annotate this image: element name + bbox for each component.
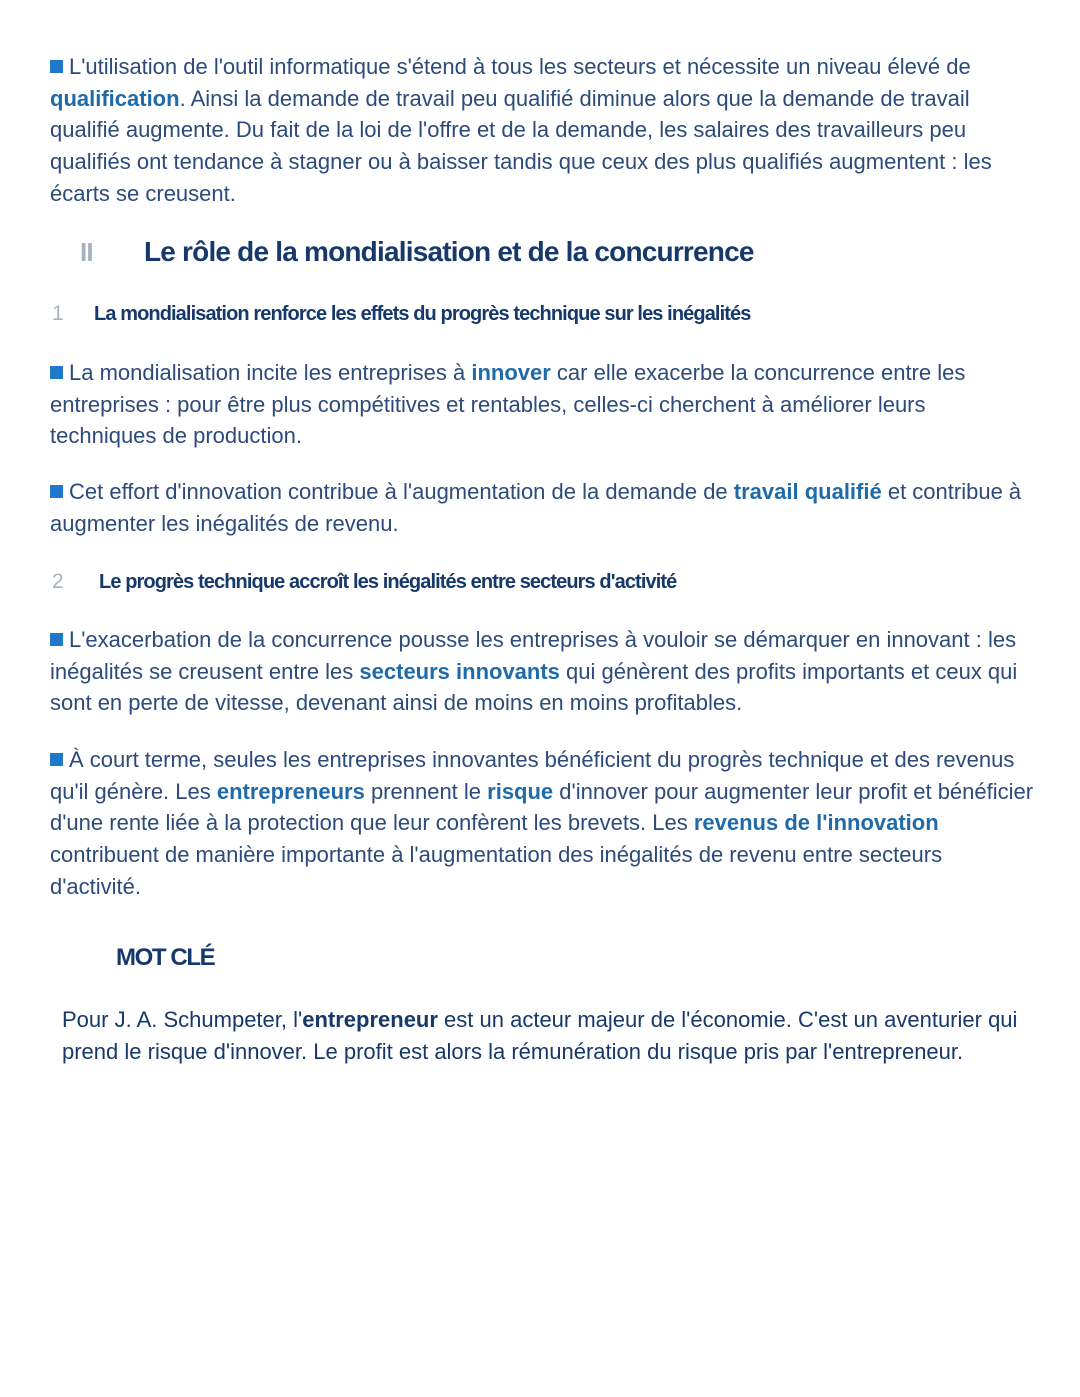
subsection-heading-1 <box>52 302 750 326</box>
subsection-heading-2 <box>52 570 676 594</box>
section-heading <box>80 236 754 268</box>
keyword-qualification: qualification <box>50 85 180 111</box>
section-number: II <box>80 236 93 267</box>
subsection-number: 1 <box>52 302 64 325</box>
keyword-entrepreneurs: entrepreneurs <box>216 778 365 804</box>
square-bullet-icon <box>50 485 63 498</box>
subsection-title: Le progrès technique accroît les inégalités entre secteurs d'activité <box>99 570 677 593</box>
paragraph-entrepreneurs: À court terme, seules les entreprises innovantes bénéficient du progrès technique et des revenus qu'il génère. Les entrepreneurs prennent le risque d'innover pour augmenter leur profit et bénéficier d'une rente liée à la protection que leur confèrent les brevets. Les revenus de l'innovation contribuent de manière importante à l'augmentation des inégalités de revenu entre secteurs d'activité. <box>50 747 1034 899</box>
keyword-secteurs-innovants: secteurs innovants <box>359 658 560 684</box>
square-bullet-icon <box>50 60 63 73</box>
keyword-risque: risque <box>487 778 554 804</box>
keyword-revenus-innovation: revenus de l'innovation <box>693 810 939 836</box>
square-bullet-icon <box>50 366 63 379</box>
section-title: Le rôle de la mondialisation et de la concurrence <box>144 236 754 267</box>
square-bullet-icon <box>50 753 63 766</box>
subsection-title: La mondialisation renforce les effets du progrès technique sur les inégalités <box>94 302 751 325</box>
keyword-entrepreneur: entrepreneur <box>302 1007 438 1032</box>
subsection-number: 2 <box>52 570 64 593</box>
paragraph-travail-qualifie: Cet effort d'innovation contribue à l'augmentation de la demande de travail qualifié et contribue à augmenter les inégalités de revenu. <box>50 479 1022 536</box>
keyword-travail-qualifie: travail qualifié <box>733 479 882 504</box>
keyword-definition: Pour J. A. Schumpeter, l'entrepreneur est un acteur majeur de l'économie. C'est un aventurier qui prend le risque d'innover. Le profit est alors la rémunération du risque pris par l'entrepreneur. <box>62 1007 1018 1064</box>
paragraph-qualification: L'utilisation de l'outil informatique s'étend à tous les secteurs et nécessite un niveau élevé de qualification. Ainsi la demande de travail peu qualifié diminue alors que la demande de travail qualifié augmente. Du fait de la loi de l'offre et de la demande, les salaires des travailleurs peu qualifiés ont tendance à stagner ou à baisser tandis que ceux des plus qualifiés augmentent : les écarts se creusent. <box>50 54 992 206</box>
keyword-box-label: MOT CLÉ <box>116 944 215 971</box>
paragraph-innover: La mondialisation incite les entreprises à innover car elle exacerbe la concurrence entre les entreprises : pour être plus compétitives et rentables, celles-ci cherchent à améliorer leurs techniques de production. <box>50 360 966 449</box>
keyword-innover: innover <box>471 360 551 385</box>
square-bullet-icon <box>50 633 63 646</box>
paragraph-secteurs-innovants: L'exacerbation de la concurrence pousse les entreprises à vouloir se démarquer en innovant : les inégalités se creusent entre les secteurs innovants qui génèrent des profits importants et ceux qui sont en perte de vitesse, devenant ainsi de moins en moins profitables. <box>50 627 1018 716</box>
